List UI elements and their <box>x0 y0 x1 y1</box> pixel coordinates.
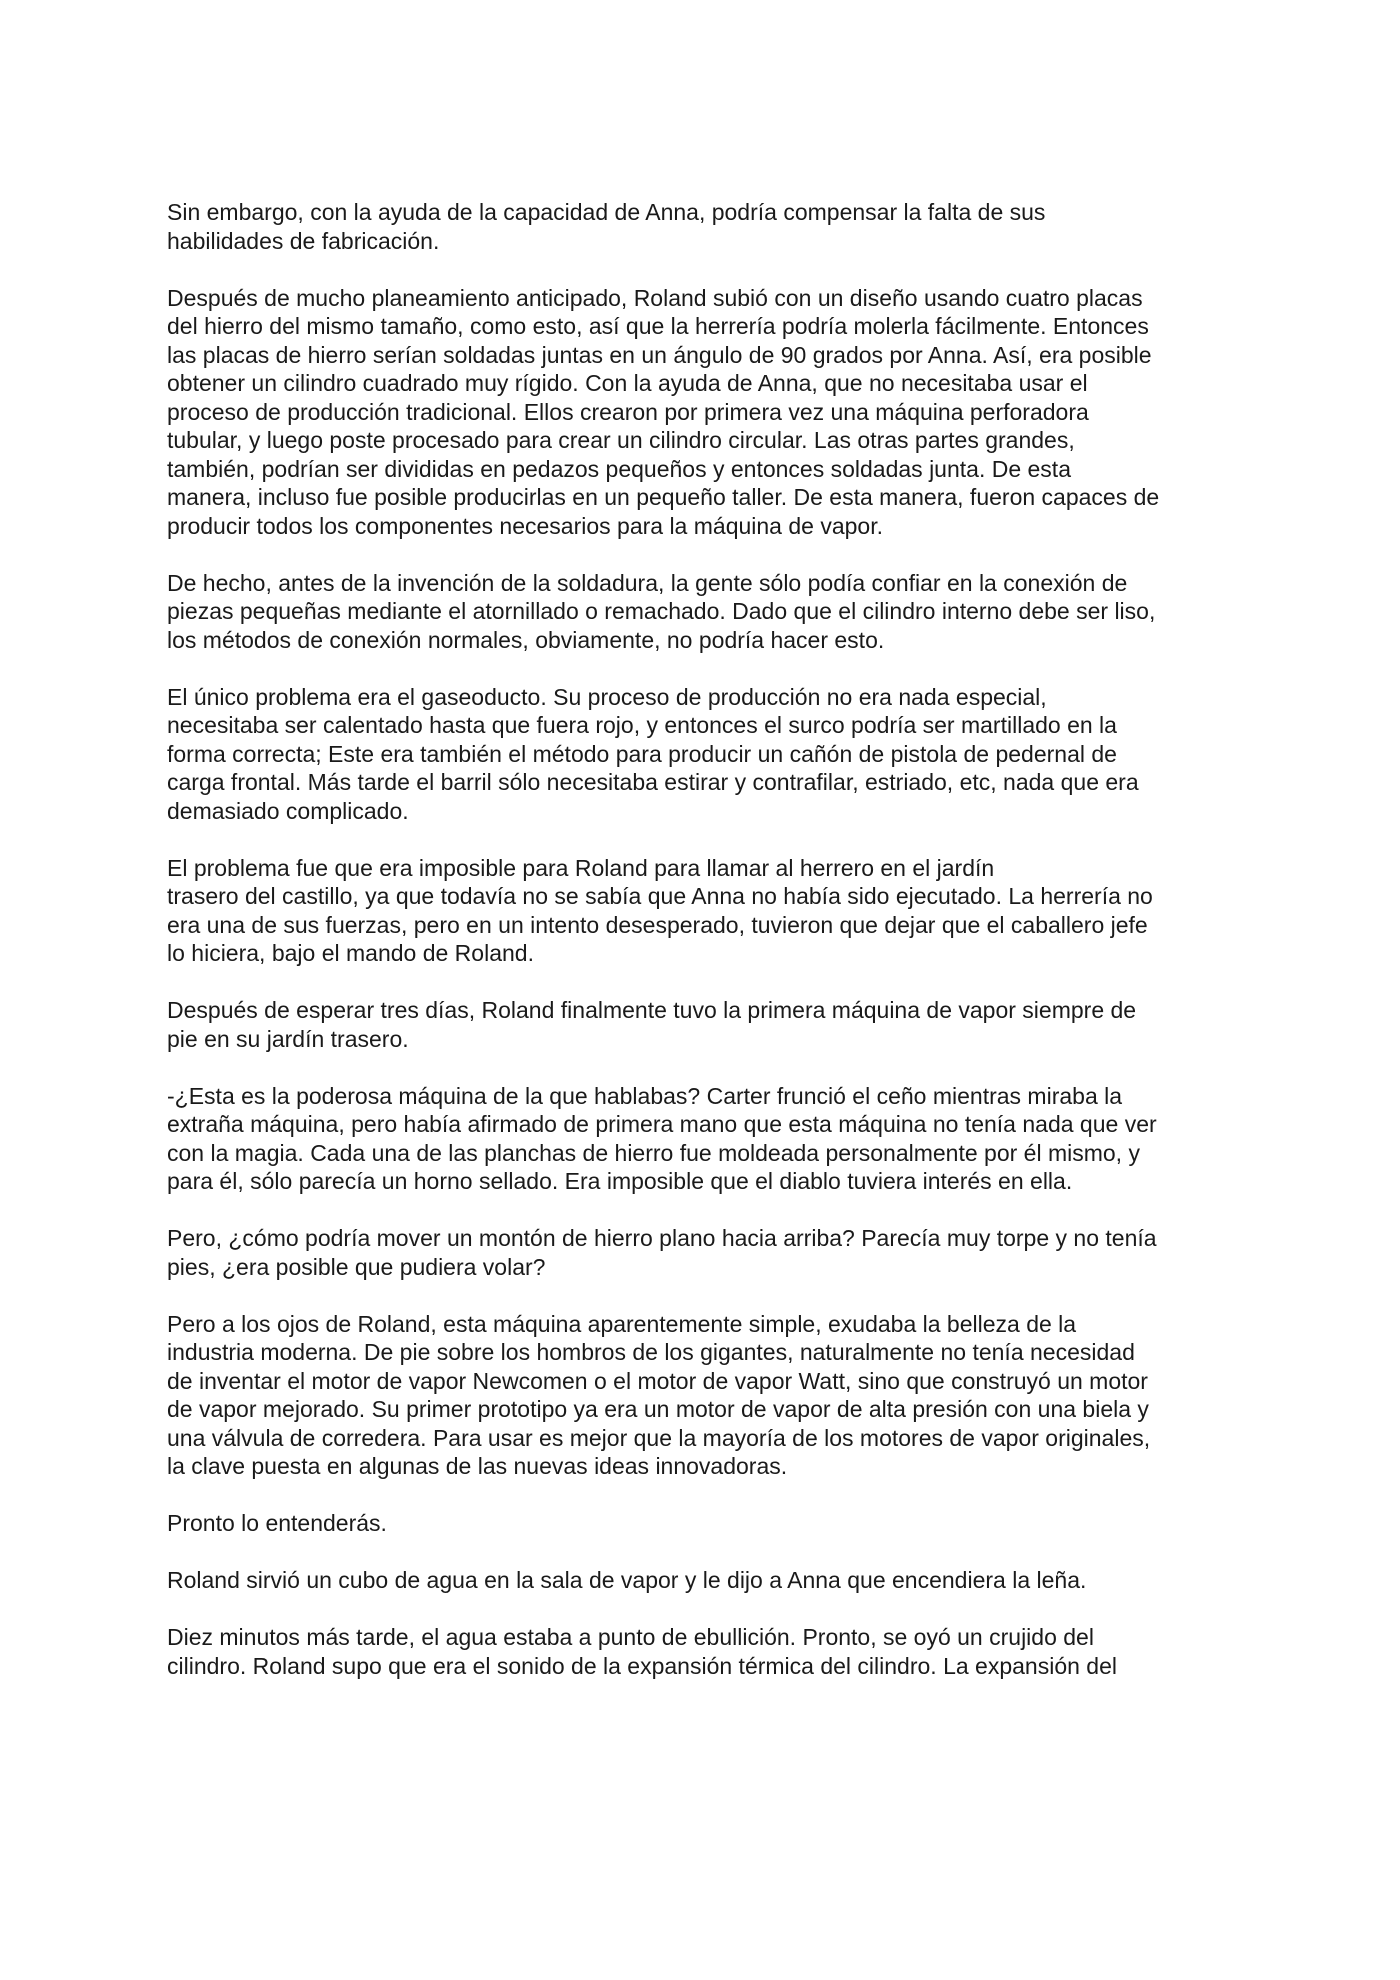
text-line: Sin embargo, con la ayuda de la capacidad de Anna, podría compensar la falta de sus <box>167 199 1046 225</box>
text-line: pies, ¿era posible que pudiera volar? <box>167 1253 546 1280</box>
paragraph <box>167 996 1257 1053</box>
text-line: Pero a los ojos de Roland, esta máquina aparentemente simple, exudaba la belleza de la <box>167 1310 1077 1337</box>
paragraph <box>167 1509 1257 1538</box>
text-line: también, podrían ser divididas en pedazos pequeños y entonces soldadas junta. De esta <box>167 455 1071 482</box>
text-line: Después de esperar tres días, Roland finalmente tuvo la primera máquina de vapor siempre de <box>167 997 1137 1023</box>
text-line: pie en su jardín trasero. <box>167 1025 409 1052</box>
text-line: El problema fue que era imposible para Roland para llamar al herrero en el jardín <box>167 854 995 881</box>
text-line: obtener un cilindro cuadrado muy rígido. Con la ayuda de Anna, que no necesitaba usar el <box>167 370 1088 396</box>
paragraph <box>167 198 1257 255</box>
text-line: Roland sirvió un cubo de agua en la sala de vapor y le dijo a Anna que encendiera la leña. <box>167 1567 1087 1593</box>
text-line: piezas pequeñas mediante el atornillado o remachado. Dado que el cilindro interno debe ser liso, <box>167 598 1156 624</box>
text-line: trasero del castillo, ya que todavía no se sabía que Anna no había sido ejecutado. La herrería no <box>167 883 1153 909</box>
text-line: con la magia. Cada una de las planchas de hierro fue moldeada personalmente por él mismo, y <box>167 1139 1140 1166</box>
paragraph <box>167 569 1257 655</box>
text-line: De hecho, antes de la invención de la soldadura, la gente sólo podía confiar en la conexión de <box>167 569 1128 596</box>
text-line: Pero, ¿cómo podría mover un montón de hierro plano hacia arriba? Parecía muy torpe y no tenía <box>167 1225 1157 1251</box>
text-line: las placas de hierro serían soldadas juntas en un ángulo de 90 grados por Anna. Así, era posible <box>167 341 1152 368</box>
text-line: la clave puesta en algunas de las nuevas ideas innovadoras. <box>167 1453 788 1479</box>
text-line: El único problema era el gaseoducto. Su proceso de producción no era nada especial, <box>167 683 1047 710</box>
text-line: forma correcta; Este era también el método para producir un cañón de pistola de pedernal de <box>167 740 1117 767</box>
paragraph <box>167 854 1257 968</box>
text-line: industria moderna. De pie sobre los hombros de los gigantes, naturalmente no tenía necesidad <box>167 1339 1135 1365</box>
text-line: proceso de producción tradicional. Ellos crearon por primera vez una máquina perforadora <box>167 398 1089 425</box>
text-line: para él, sólo parecía un horno sellado. Era imposible que el diablo tuviera interés en ella. <box>167 1168 1073 1194</box>
text-line: Después de mucho planeamiento anticipado, Roland subió con un diseño usando cuatro placas <box>167 284 1143 311</box>
text-line: Diez minutos más tarde, el agua estaba a punto de ebullición. Pronto, se oyó un crujido del <box>167 1624 1094 1650</box>
paragraph <box>167 1082 1257 1196</box>
text-line: manera, incluso fue posible producirlas en un pequeño taller. De esta manera, fueron capaces de <box>167 484 1160 510</box>
text-line: del hierro del mismo tamaño, como esto, así que la herrería podría molerla fácilmente. Entonces <box>167 313 1149 339</box>
text-line: una válvula de corredera. Para usar es mejor que la mayoría de los motores de vapor originales, <box>167 1424 1151 1451</box>
text-line: cilindro. Roland supo que era el sonido de la expansión térmica del cilindro. La expansión del <box>167 1652 1117 1679</box>
text-line: -¿Esta es la poderosa máquina de la que hablabas? Carter frunció el ceño mientras miraba la <box>167 1082 1123 1109</box>
document-body <box>167 198 1257 1680</box>
text-line: los métodos de conexión normales, obviamente, no podría hacer esto. <box>167 626 885 653</box>
text-line: era una de sus fuerzas, pero en un intento desesperado, tuvieron que dejar que el caballero jefe <box>167 911 1148 938</box>
paragraph <box>167 1310 1257 1481</box>
text-line: de vapor mejorado. Su primer prototipo ya era un motor de vapor de alta presión con una biela y <box>167 1396 1149 1422</box>
text-line: producir todos los componentes necesarios para la máquina de vapor. <box>167 512 883 539</box>
text-line: extraña máquina, pero había afirmado de primera mano que esta máquina no tenía nada que ver <box>167 1111 1157 1137</box>
paragraph <box>167 1566 1257 1595</box>
text-line: tubular, y luego poste procesado para crear un cilindro circular. Las otras partes grandes, <box>167 427 1075 453</box>
paragraph <box>167 1224 1257 1281</box>
paragraph <box>167 284 1257 541</box>
text-line: carga frontal. Más tarde el barril sólo necesitaba estirar y contrafilar, estriado, etc, nada que era <box>167 769 1139 795</box>
text-line: demasiado complicado. <box>167 797 409 824</box>
text-line: lo hiciera, bajo el mando de Roland. <box>167 940 534 966</box>
paragraph <box>167 683 1257 826</box>
text-line: necesitaba ser calentado hasta que fuera rojo, y entonces el surco podría ser martillado en la <box>167 712 1117 738</box>
text-line: habilidades de fabricación. <box>167 227 440 254</box>
text-line: de inventar el motor de vapor Newcomen o el motor de vapor Watt, sino que construyó un motor <box>167 1367 1148 1394</box>
text-line: Pronto lo entenderás. <box>167 1510 387 1536</box>
paragraph <box>167 1623 1257 1680</box>
